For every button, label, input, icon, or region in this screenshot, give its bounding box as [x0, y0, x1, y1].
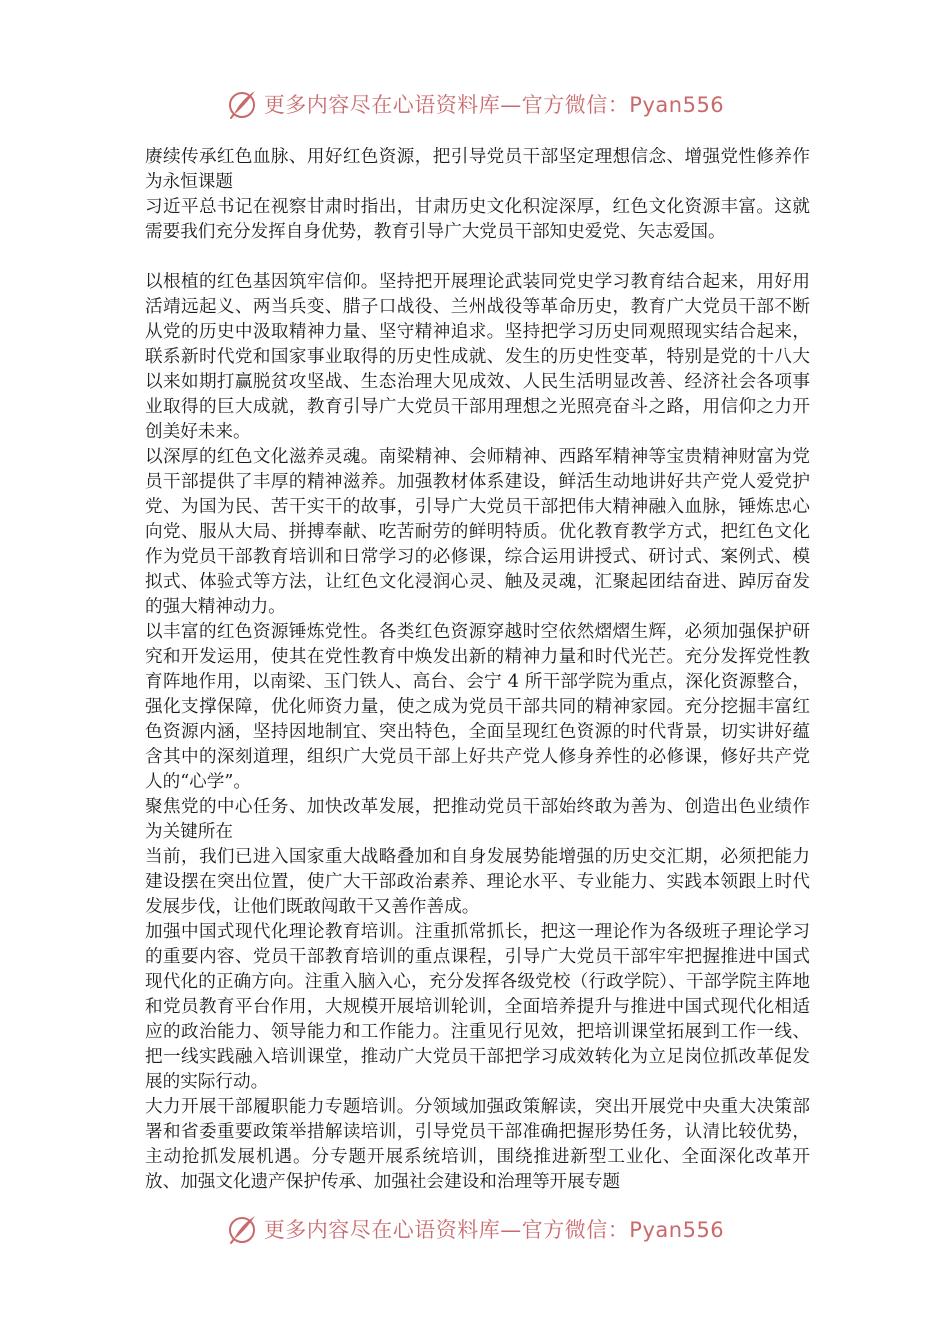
paragraph: 习近平总书记在视察甘肃时指出，甘肃历史文化积淀深厚，红色文化资源丰富。这就需要我们充分发挥自身优势，教育引导广大党员干部知史爱党、矢志爱国。	[145, 197, 810, 242]
watermark-text: 更多内容尽在心语资料库—官方微信：Pyan556	[263, 93, 725, 117]
paragraph: 以丰富的红色资源锤炼党性。各类红色资源穿越时空依然熠熠生辉，必须加强保护研究和开发运用，使其在党性教育中焕发出新的精神力量和时代光芒。充分发挥党性教育阵地作用，以南梁、玉门铁人、高台、会宁 4 所干部学院为重点，深化资源整合，强化支撑保障，优化师资力量，使之成为党员干部共同的精神家园。充分挖掘丰富红色资源内涵，坚持因地制宜、突出特色，全面呈现红色资源的时代背景，切实讲好蕴含其中的深刻道理，组织广大党员干部上好共产党人修身养性的必修课，修好共产党人的“心学”。	[145, 622, 810, 792]
paragraph: 以深厚的红色文化滋养灵魂。南梁精神、会师精神、西路军精神等宝贵精神财富为党员干部提供了丰厚的精神滋养。加强教材体系建设，鲜活生动地讲好共产党人爱党护党、为国为民、苦干实干的故事，引导广大党员干部把伟大精神融入血脉，锤炼忠心向党、服从大局、拼搏奉献、吃苦耐劳的鲜明特质。优化教育教学方式，把红色文化作为党员干部教育培训和日常学习的必修课，综合运用讲授式、研讨式、案例式、模拟式、体验式等方法，让红色文化浸润心灵、触及灵魂，汇聚起团结奋进、踔厉奋发的强大精神动力。	[145, 447, 810, 617]
header-watermark	[0, 84, 950, 124]
quill-pen-icon	[226, 1213, 258, 1245]
paragraph: 以根植的红色基因筑牢信仰。坚持把开展理论武装同党史学习教育结合起来，用好用活靖远起义、两当兵变、腊子口战役、兰州战役等革命历史，教育广大党员干部不断从党的历史中汲取精神力量、坚守精神追求。坚持把学习历史同观照现实结合起来，联系新时代党和国家事业取得的历史性成就、发生的历史性变革，特别是党的十八大以来如期打赢脱贫攻坚战、生态治理大见成效、人民生活明显改善、经济社会各项事业取得的巨大成就，教育引导广大党员干部用理想之光照亮奋斗之路，用信仰之力开创美好未来。	[145, 272, 810, 442]
quill-pen-icon	[226, 88, 258, 120]
paragraph: 当前，我们已进入国家重大战略叠加和自身发展势能增强的历史交汇期，必须把能力建设摆在突出位置，使广大干部政治素养、理论水平、专业能力、实践本领跟上时代发展步伐，让他们既敢闯敢干又善作善成。	[145, 847, 810, 917]
watermark-text: 更多内容尽在心语资料库—官方微信：Pyan556	[263, 1218, 725, 1242]
footer-watermark	[0, 1209, 950, 1249]
section-heading: 赓续传承红色血脉、用好红色资源，把引导党员干部坚定理想信念、增强党性修养作为永恒课题	[145, 147, 810, 192]
section-heading: 聚焦党的中心任务、加快改革发展，把推动党员干部始终敢为善为、创造出色业绩作为关键所在	[145, 797, 810, 842]
paragraph: 大力开展干部履职能力专题培训。分领域加强政策解读，突出开展党中央重大决策部署和省委重要政策举措解读培训，引导党员干部准确把握形势任务，认清比较优势，主动抢抓发展机遇。分专题开展系统培训，围绕推进新型工业化、全面深化改革开放、加强文化遗产保护传承、加强社会建设和治理等开展专题	[145, 1097, 810, 1192]
document-body	[145, 145, 810, 1195]
paragraph: 加强中国式现代化理论教育培训。注重抓常抓长，把这一理论作为各级班子理论学习的重要内容、党员干部教育培训的重点课程，引导广大党员干部牢牢把握推进中国式现代化的正确方向。注重入脑入心，充分发挥各级党校（行政学院）、干部学院主阵地和党员教育平台作用，大规模开展培训轮训，全面培养提升与推进中国式现代化相适应的政治能力、领导能力和工作能力。注重见行见效，把培训课堂拓展到工作一线、把一线实践融入培训课堂，推动广大党员干部把学习成效转化为立足岗位抓改革促发展的实际行动。	[145, 922, 810, 1092]
